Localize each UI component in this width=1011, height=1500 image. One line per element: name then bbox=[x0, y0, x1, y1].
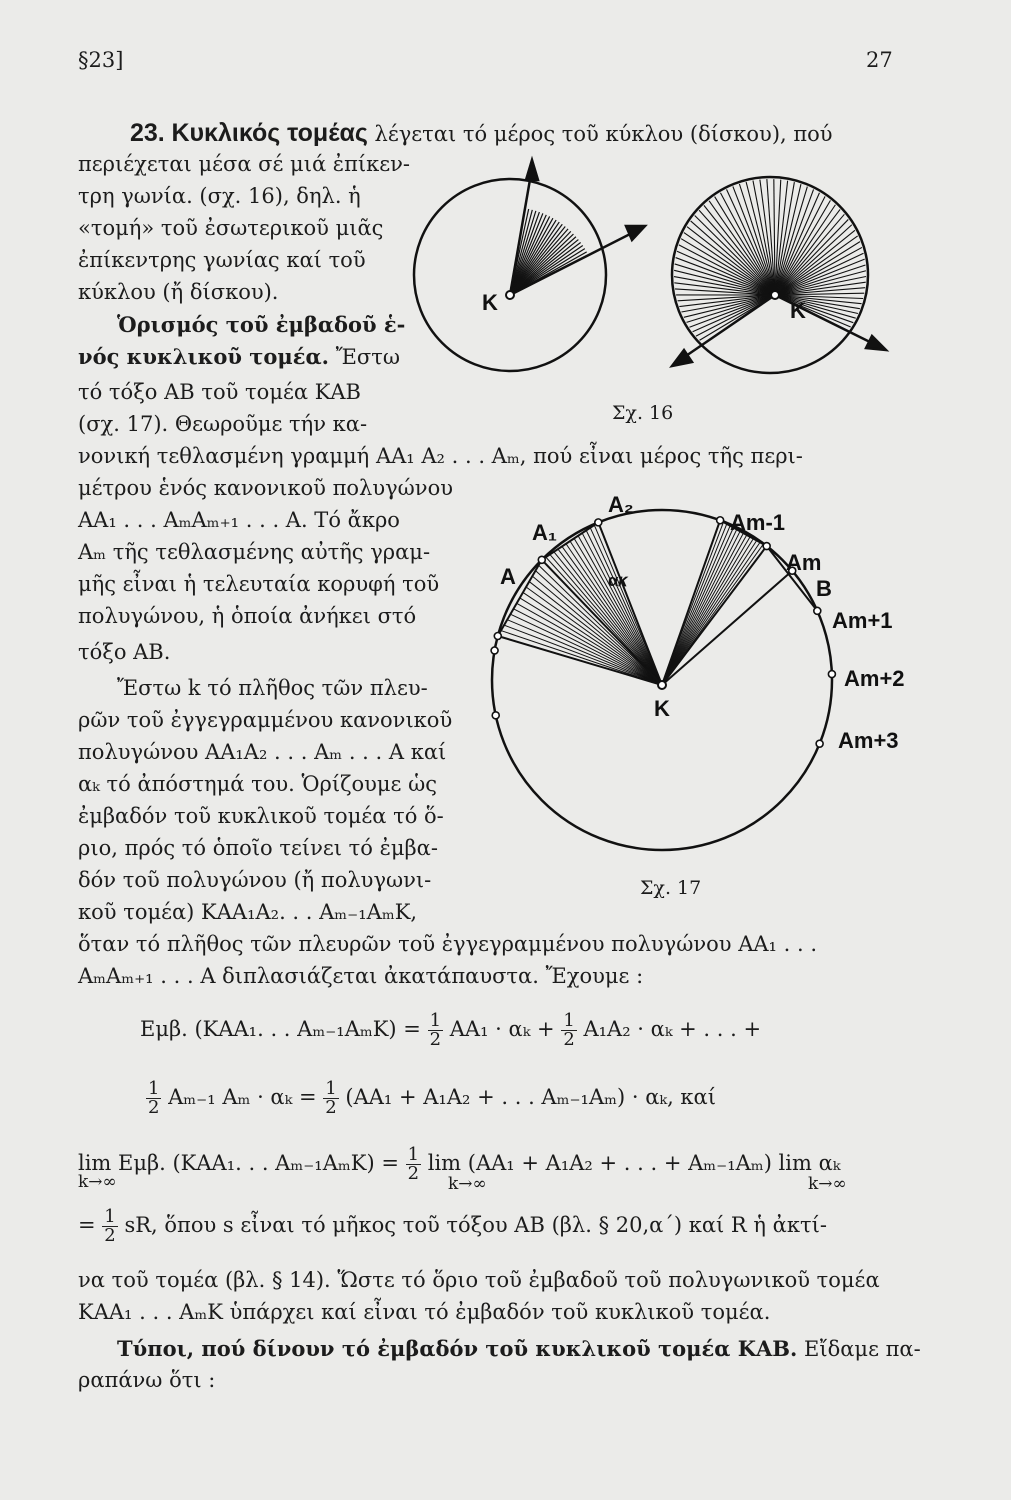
text-line: νονική τεθλασμένη γραμμή ΑΑ₁ Α₂ . . . Αₘ, πού εἶναι μέρος τῆς περι- bbox=[78, 444, 803, 468]
hatch-line bbox=[558, 549, 662, 685]
definition-title-tail: Ἔστω bbox=[335, 345, 400, 369]
text-line: ριο, πρός τό ὁποῖο τείνει τό ἐμβα- bbox=[78, 836, 438, 860]
vertex-dot bbox=[492, 712, 499, 719]
formula-4-text: sR, ὅπου s εἶναι τό μῆκος τοῦ τόξου ΑΒ (βλ. § 20,α΄) καί R ἡ ἀκτί- bbox=[124, 1213, 827, 1237]
vertex-dot bbox=[828, 671, 835, 678]
text-line: πολυγώνου, ἡ ὁποία ἀνήκει στό bbox=[78, 604, 417, 628]
hatch-line bbox=[662, 546, 767, 685]
equals-sign: = bbox=[78, 1213, 96, 1237]
limit-subscript: k→∞ bbox=[78, 1172, 117, 1192]
label-Am+2: Am+2 bbox=[844, 666, 905, 691]
text-line: ΑΑ₁ . . . ΑₘΑₘ₊₁ . . . Α. Τό ἄκρο bbox=[78, 508, 400, 532]
center-dot bbox=[658, 681, 666, 689]
text-line: ὅταν τό πλῆθος τῶν πλευρῶν τοῦ ἐγγεγραμμένου πολυγώνου ΑΑ₁ . . . bbox=[78, 932, 817, 956]
text-line: τρη γωνία. (σχ. 16), δηλ. ἡ bbox=[78, 184, 361, 208]
vertex-dot bbox=[816, 740, 823, 747]
formula-3-left: lim Εμβ. (ΚΑΑ₁. . . Αₘ₋₁ΑₘΚ) = bbox=[78, 1151, 399, 1175]
text-line: «τομή» τοῦ ἐσωτερικοῦ μιᾶς bbox=[78, 216, 384, 240]
formula-1-right-a: ΑΑ₁ · αₖ + bbox=[449, 1017, 555, 1041]
hatch-line bbox=[662, 528, 733, 685]
fraction-denominator: 2 bbox=[563, 1029, 575, 1050]
text-line: να τοῦ τομέα (βλ. § 14). Ὥστε τό ὅριο τοῦ ἐμβαδοῦ τοῦ πολυγωνικοῦ τομέα bbox=[78, 1268, 880, 1292]
limit-subscript: k→∞ bbox=[808, 1174, 847, 1194]
vertex-dot bbox=[717, 517, 724, 524]
fraction-numerator: 1 bbox=[563, 1010, 575, 1031]
text-line: ΑₘΑₘ₊₁ . . . Α διπλασιάζεται ἀκατάπαυστα. Ἔχουμε : bbox=[78, 964, 644, 988]
formula-4 bbox=[78, 1208, 827, 1245]
vertex-dot bbox=[763, 543, 770, 550]
hatch-line bbox=[532, 576, 662, 685]
text-line: περιέχεται μέσα σέ μιά ἐπίκεν- bbox=[78, 152, 410, 176]
text-line: αₖ τό ἀπόστημά του. Ὁρίζουμε ὡς bbox=[78, 772, 437, 796]
fraction-denominator: 2 bbox=[407, 1163, 420, 1184]
text-line: ἐμβαδόν τοῦ κυκλικοῦ τομέα τό ὅ- bbox=[78, 804, 444, 828]
label-K: Κ bbox=[790, 298, 806, 323]
text-line: μέτρου ἑνός κανονικοῦ πολυγώνου bbox=[78, 476, 453, 500]
section-number: 23. bbox=[130, 119, 165, 147]
fraction-half bbox=[146, 1080, 161, 1117]
formula-1-right-b: Α₁Α₂ · αₖ + . . . + bbox=[583, 1017, 762, 1041]
fraction-numerator: 1 bbox=[407, 1144, 420, 1165]
label-Am: Am bbox=[786, 550, 822, 575]
text-line: (σχ. 17). Θεωροῦμε τήν κα- bbox=[78, 412, 368, 436]
figure-17-caption: Σχ. 17 bbox=[640, 877, 702, 899]
label-Am+1: Am+1 bbox=[832, 608, 893, 633]
fraction-half bbox=[102, 1208, 117, 1245]
fraction-numerator: 1 bbox=[325, 1078, 337, 1099]
text-line: κοῦ τομέα) ΚΑΑ₁Α₂. . . Αₘ₋₁ΑₘΚ, bbox=[78, 900, 418, 924]
vertex-dot bbox=[595, 519, 602, 526]
section-title: Κυκλικός τομέας bbox=[171, 119, 368, 147]
vertex-dot bbox=[538, 556, 545, 563]
section-intro: λέγεται τό μέρος τοῦ κύκλου (δίσκου), πού bbox=[374, 122, 833, 146]
text-line: Ἔστω k τό πλῆθος τῶν πλευ- bbox=[117, 676, 428, 700]
fraction-numerator: 1 bbox=[429, 1010, 442, 1031]
label-A: A bbox=[500, 564, 516, 589]
section-heading bbox=[130, 118, 833, 148]
text-line: ΚΑΑ₁ . . . ΑₘΚ ὑπάρχει καί εἶναι τό ἐμβαδόν τοῦ κυκλικοῦ τομέα. bbox=[78, 1300, 771, 1324]
figure-16 bbox=[400, 150, 910, 390]
fraction-denominator: 2 bbox=[325, 1097, 337, 1118]
definition-title-2 bbox=[78, 344, 400, 370]
text-line: Αₘ τῆς τεθλασμένης αὐτῆς γραμ- bbox=[78, 540, 431, 564]
text-line: τό τόξο ΑΒ τοῦ τομέα ΚΑΒ bbox=[78, 380, 361, 404]
text-line: κύκλου (ἤ δίσκου). bbox=[78, 280, 279, 304]
vertex-dot bbox=[814, 607, 821, 614]
hatch-line bbox=[775, 242, 860, 295]
formulas-heading bbox=[117, 1336, 921, 1362]
text-line: μῆς εἶναι ἡ τελευταία κορυφή τοῦ bbox=[78, 572, 440, 596]
formula-2-b: (ΑΑ₁ + Α₁Α₂ + . . . Αₘ₋₁Αₘ) · αₖ, καί bbox=[345, 1085, 716, 1109]
vertex-dot bbox=[491, 647, 498, 654]
formula-2-a: Αₘ₋₁ Αₘ · αₖ = bbox=[168, 1085, 317, 1109]
hatch-line bbox=[662, 535, 747, 685]
fraction-denominator: 2 bbox=[429, 1029, 442, 1050]
limit-subscript: k→∞ bbox=[448, 1174, 487, 1194]
formulas-heading-rest: Εἴδαμε πα- bbox=[804, 1337, 921, 1361]
hatch-line bbox=[662, 539, 753, 685]
circle bbox=[414, 179, 606, 371]
formulas-heading-bold: Τύποι, πού δίνουν τό ἐμβαδόν τοῦ κυκλικοῦ τομέα ΚΑΒ. bbox=[117, 1336, 798, 1361]
hatch-line bbox=[662, 533, 743, 685]
definition-title-bold: νός κυκλικοῦ τομέα. bbox=[78, 344, 329, 369]
text-line: ἐπίκεντρης γωνίας καί τοῦ bbox=[78, 248, 366, 272]
fraction-denominator: 2 bbox=[148, 1097, 160, 1118]
fraction-numerator: 1 bbox=[148, 1078, 160, 1099]
label-Am-1: Am-1 bbox=[730, 510, 786, 535]
hatch-line bbox=[536, 571, 662, 685]
fraction-half bbox=[561, 1012, 576, 1049]
hatch-line bbox=[662, 529, 737, 685]
fraction-half bbox=[323, 1080, 338, 1117]
vertex-dot bbox=[494, 633, 501, 640]
formula-3-right: lim (ΑΑ₁ + Α₁Α₂ + . . . + Αₘ₋₁Αₘ) lim αₖ bbox=[427, 1151, 841, 1175]
figure-17 bbox=[490, 470, 920, 870]
text-line: δόν τοῦ πολυγώνου (ἤ πολυγωνι- bbox=[78, 868, 432, 892]
hatch-line bbox=[662, 541, 757, 685]
label-Am+3: Am+3 bbox=[838, 728, 899, 753]
text-line: πολυγώνου ΑΑ₁Α₂ . . . Αₘ . . . Α καί bbox=[78, 740, 447, 764]
formula-1 bbox=[140, 1012, 761, 1049]
fraction-half bbox=[428, 1012, 443, 1049]
text-line: τόξο ΑΒ. bbox=[78, 640, 171, 664]
label-apothem: α𝜅 bbox=[608, 571, 627, 590]
page-number: 27 bbox=[866, 48, 893, 72]
label-A2: A₂ bbox=[608, 492, 634, 517]
running-header-section: §23] bbox=[78, 48, 124, 72]
text-line: ρῶν τοῦ ἐγγεγραμμένου κανονικοῦ bbox=[78, 708, 453, 732]
figure-16-caption: Σχ. 16 bbox=[612, 402, 674, 424]
formula-1-left: Εμβ. (ΚΑΑ₁. . . Αₘ₋₁ΑₘΚ) = bbox=[140, 1017, 421, 1041]
label-A1: A₁ bbox=[532, 520, 557, 545]
fraction-numerator: 1 bbox=[104, 1206, 116, 1227]
label-K: K bbox=[654, 696, 670, 721]
hatch-line bbox=[662, 531, 740, 685]
fraction-denominator: 2 bbox=[104, 1225, 116, 1246]
label-K: Κ bbox=[482, 290, 498, 315]
hatch-line bbox=[684, 295, 775, 317]
text-line: ραπάνω ὅτι : bbox=[78, 1368, 216, 1392]
fraction-half bbox=[406, 1146, 421, 1183]
label-B: B bbox=[816, 576, 832, 601]
hatch-line bbox=[693, 295, 775, 332]
hatch-line bbox=[550, 554, 662, 685]
definition-title-1: Ὁρισμός τοῦ ἐμβαδοῦ ἑ- bbox=[117, 312, 406, 337]
formula-2 bbox=[146, 1080, 716, 1117]
